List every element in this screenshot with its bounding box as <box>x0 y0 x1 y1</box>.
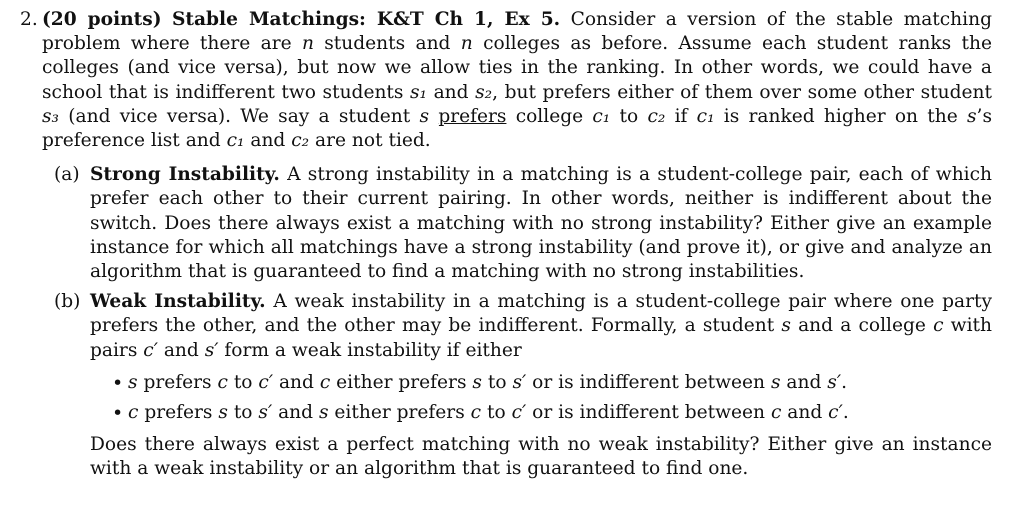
bullet-text: and <box>780 371 828 393</box>
math-s1: s₁ <box>410 81 428 103</box>
problem-parts <box>24 163 992 481</box>
math-c1: c₁ <box>226 130 245 152</box>
math-var: c <box>128 402 139 424</box>
problem-number: 2. <box>20 9 38 30</box>
part-b-text: A weak instability in a matching is a student-college pair where one party prefers the other, and the other may be indifferent. Formally, a student <box>90 291 993 337</box>
bullet-text: either prefers <box>330 371 473 393</box>
problem-text: if <box>665 105 697 127</box>
list-item <box>112 371 992 395</box>
math-var: s′ <box>827 371 842 393</box>
problem-title: Stable Matchings: K&T Ch 1, Ex 5. <box>171 9 561 30</box>
math-var: s <box>128 371 138 393</box>
math-var: s <box>318 402 329 424</box>
bullet-icon: • <box>112 371 124 394</box>
bullet-text: . <box>842 402 849 424</box>
math-c: c <box>933 315 944 337</box>
bullet-text: to <box>227 371 259 393</box>
bullet-text: and <box>781 402 829 424</box>
part-a-text: A strong instability in a matching is a student-college pair, each of which prefer each other to their current pairing. In other words, neither is indifferent about the switch. Does there always exist a matching with no strong instability? Either give an example instance for which all matchings have a strong instability (and prove it), or give and analyze an algorithm that is guaranteed to find a matching with no strong instabilities. <box>90 164 993 283</box>
problem-text: ’s preference list and <box>42 105 992 152</box>
problem-text: are not tied. <box>309 130 431 152</box>
problem-text: to <box>610 105 648 127</box>
bullet-text: to <box>227 402 259 424</box>
problem-text: Consider a version of the stable matching problem where there are <box>42 9 992 55</box>
math-s: s <box>967 105 977 127</box>
problem-text: and <box>244 130 292 152</box>
bullet-text: to <box>481 402 512 424</box>
math-var: c′ <box>511 402 527 424</box>
bullet-text: prefers <box>137 371 218 393</box>
math-s2: s₂ <box>475 81 493 103</box>
problem-text: and <box>427 81 476 103</box>
math-var: c′ <box>828 402 843 424</box>
problem-text <box>429 106 438 127</box>
list-item <box>112 401 992 425</box>
math-var: c <box>470 402 482 424</box>
math-var: c <box>217 371 228 393</box>
bullet-text: and <box>272 402 319 424</box>
problem-points: (20 points) <box>42 9 162 30</box>
problem-text: colleges as before. Assume each student ranks the colleges (and vice versa), but now we allow ties in the ranking. In other words, we could have a school that is indifferent two students <box>42 33 992 103</box>
part-b-text: and a college <box>790 315 934 337</box>
part-b-title: Weak Instability. <box>90 291 266 313</box>
part-b-text: with pairs <box>90 315 992 361</box>
problem-text: (and vice versa). We say a student <box>59 105 420 127</box>
math-var: s′ <box>512 371 527 393</box>
math-var: s′ <box>258 402 273 424</box>
math-c1: c₁ <box>696 105 715 127</box>
part-b-closing: Does there always exist a perfect matching with no weak instability? Either give an instance with a weak instability or an algorithm that is guaranteed to find one. <box>90 434 992 480</box>
bullet-text: either prefers <box>328 402 471 424</box>
term-prefers: prefers <box>438 105 507 127</box>
bullet-icon: • <box>112 402 124 425</box>
math-n: n <box>460 33 473 55</box>
math-s3: s₃ <box>42 105 59 127</box>
math-c-prime: c′ <box>143 339 158 361</box>
problem-statement <box>20 8 992 153</box>
part-b-text: form a weak instability if either <box>218 339 522 361</box>
part-a <box>54 163 993 284</box>
part-a-title: Strong Instability. <box>90 164 280 186</box>
problem-text: college <box>506 105 593 127</box>
instability-conditions-list <box>90 371 992 425</box>
bullet-text: and <box>273 371 320 393</box>
bullet-text: or is indifferent between <box>526 371 771 393</box>
math-s: s <box>781 315 791 337</box>
part-b-text: and <box>157 339 205 361</box>
part-b <box>54 290 993 481</box>
problem-text: students and <box>313 33 461 55</box>
math-var: c′ <box>258 371 274 393</box>
math-var: s <box>472 371 482 393</box>
bullet-text: prefers <box>138 402 219 424</box>
math-c2: c₂ <box>647 105 666 127</box>
math-var: s <box>218 402 228 424</box>
part-b-label: (b) <box>54 291 81 313</box>
bullet-text: to <box>481 371 513 393</box>
math-s: s <box>419 105 430 127</box>
problem-text: is ranked higher on the <box>714 105 967 127</box>
math-c1: c₁ <box>592 105 611 127</box>
math-var: c <box>319 371 331 393</box>
bullet-text: or is indifferent between <box>526 402 771 424</box>
math-var: c <box>770 402 782 424</box>
math-c2: c₂ <box>291 130 310 152</box>
math-n: n <box>301 33 314 55</box>
math-var: s <box>770 371 781 393</box>
part-a-label: (a) <box>54 164 80 186</box>
problem-text: , but prefers either of them over some other student <box>492 81 992 103</box>
math-s-prime: s′ <box>204 339 219 361</box>
bullet-text: . <box>841 371 847 393</box>
